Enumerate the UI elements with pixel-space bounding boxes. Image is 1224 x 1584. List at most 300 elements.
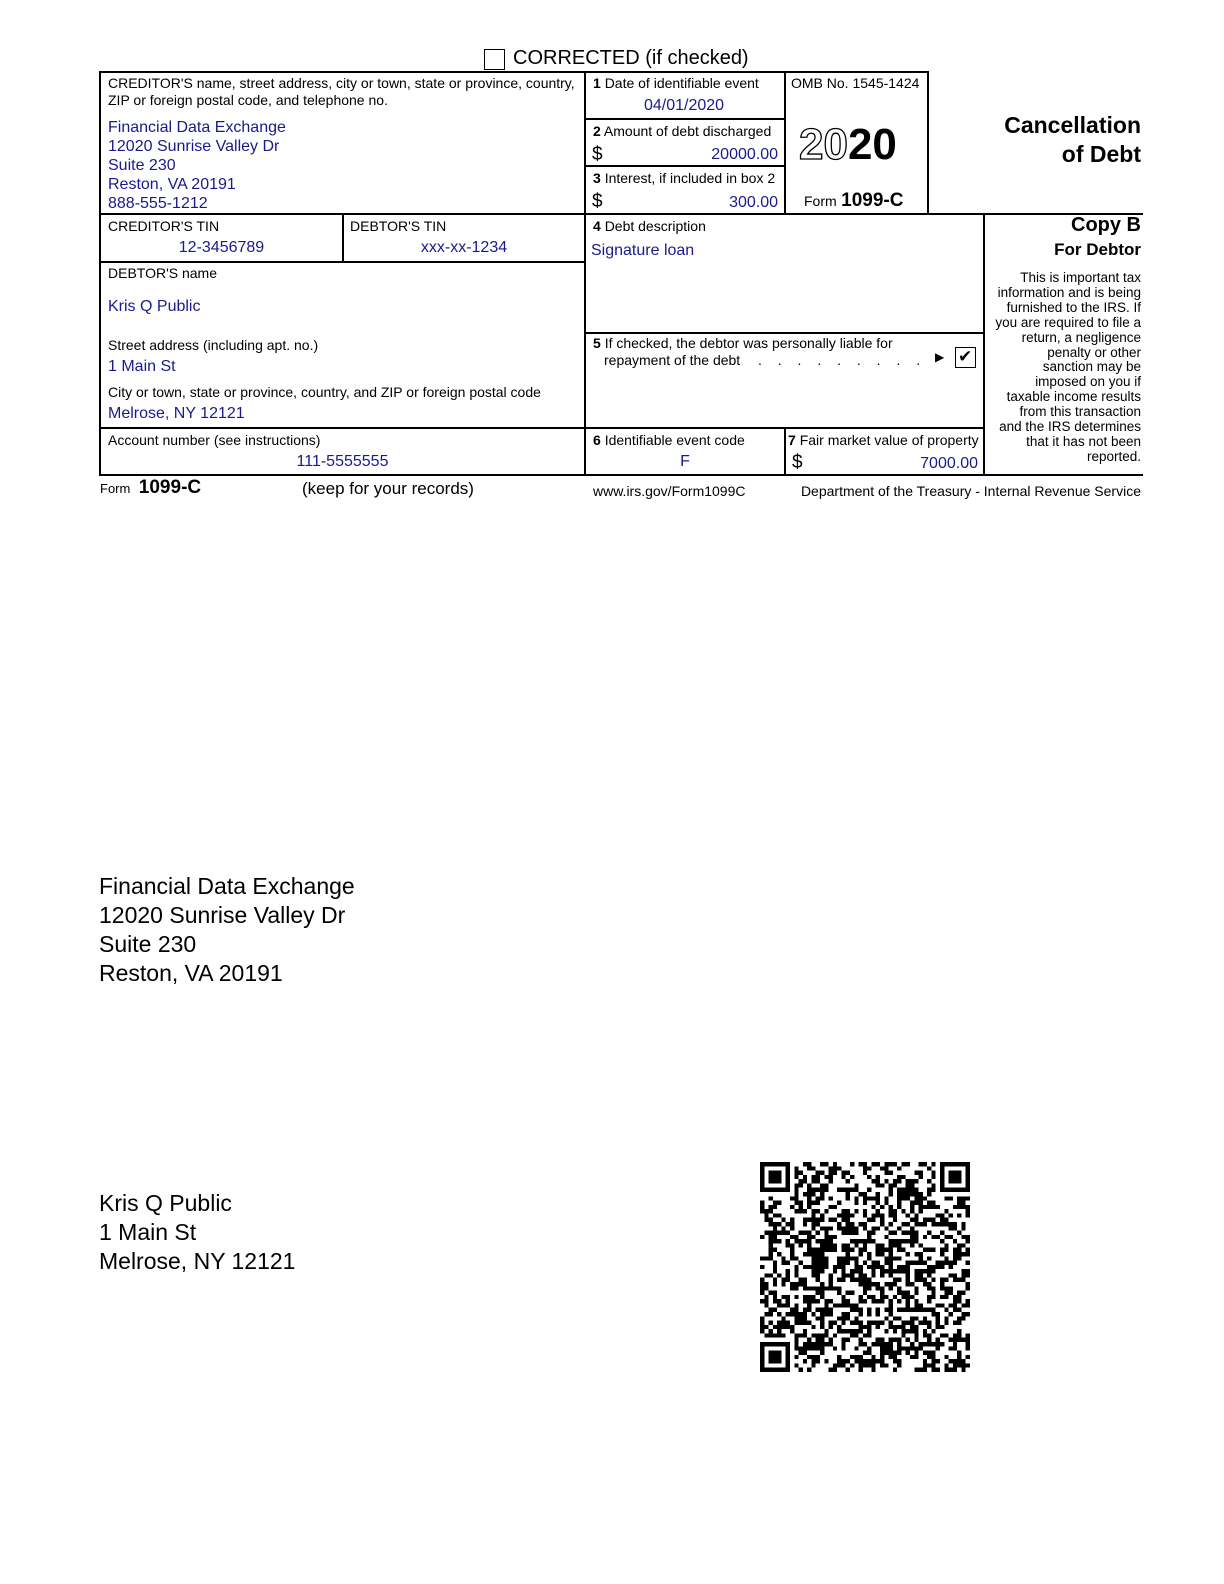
qr-module (816, 1338, 820, 1342)
qr-module (833, 1171, 837, 1175)
qr-module (820, 1308, 824, 1312)
qr-module (884, 1226, 888, 1230)
qr-module (953, 1226, 957, 1230)
box7-value: 7000.00 (920, 455, 978, 472)
qr-module (936, 1316, 940, 1320)
qr-module (931, 1183, 935, 1187)
qr-module (764, 1295, 768, 1299)
divider-584 (584, 71, 586, 475)
qr-module (876, 1192, 880, 1196)
qr-module (957, 1295, 961, 1299)
qr-module (786, 1222, 790, 1226)
recipient-address (99, 1189, 295, 1276)
box3-currency: $ (592, 191, 603, 212)
qr-module (923, 1329, 927, 1333)
qr-module (914, 1299, 918, 1303)
qr-module (936, 1346, 940, 1350)
qr-module (773, 1201, 777, 1205)
qr-module (953, 1333, 957, 1337)
qr-module (893, 1162, 897, 1166)
qr-module (829, 1299, 833, 1303)
qr-module (944, 1286, 948, 1290)
qr-module (764, 1286, 768, 1290)
qr-module (769, 1218, 773, 1222)
qr-module (829, 1368, 833, 1372)
qr-module (931, 1278, 935, 1282)
qr-module (923, 1342, 927, 1346)
qr-module (803, 1231, 807, 1235)
qr-module (773, 1278, 777, 1282)
qr-module (854, 1269, 858, 1273)
qr-module (829, 1342, 833, 1346)
qr-module (829, 1166, 833, 1170)
corrected-label: CORRECTED (if checked) (513, 47, 749, 69)
qr-module (829, 1273, 833, 1277)
qr-module (906, 1188, 910, 1192)
qr-module (811, 1346, 815, 1350)
qr-module (829, 1248, 833, 1252)
qr-module (863, 1248, 867, 1252)
qr-module (884, 1162, 888, 1166)
qr-module (914, 1338, 918, 1342)
qr-module (953, 1278, 957, 1282)
qr-module (760, 1325, 764, 1329)
qr-module (773, 1222, 777, 1226)
qr-module (949, 1196, 953, 1200)
qr-module (829, 1338, 833, 1342)
qr-module (841, 1218, 845, 1222)
qr-module (807, 1231, 811, 1235)
qr-module (820, 1192, 824, 1196)
qr-module (949, 1265, 953, 1269)
qr-module (957, 1205, 961, 1209)
qr-module (850, 1256, 854, 1260)
qr-module (854, 1196, 858, 1200)
qr-module (936, 1359, 940, 1363)
qr-module (777, 1252, 781, 1256)
footer-keep: (keep for your records) (302, 479, 474, 498)
qr-module (944, 1209, 948, 1213)
qr-module (931, 1248, 935, 1252)
qr-module (781, 1303, 785, 1307)
qr-module (940, 1252, 944, 1256)
qr-module (837, 1355, 841, 1359)
qr-module (931, 1355, 935, 1359)
qr-module (914, 1213, 918, 1217)
qr-module (807, 1286, 811, 1290)
qr-module (803, 1278, 807, 1282)
qr-module (863, 1162, 867, 1166)
qr-module (859, 1295, 863, 1299)
qr-module (901, 1329, 905, 1333)
qr-module (897, 1291, 901, 1295)
qr-module (764, 1209, 768, 1213)
qr-module (833, 1286, 837, 1290)
qr-module (927, 1248, 931, 1252)
qr-module (901, 1265, 905, 1269)
qr-module (966, 1261, 970, 1265)
qr-module (953, 1295, 957, 1299)
qr-module (884, 1308, 888, 1312)
qr-module (871, 1282, 875, 1286)
qr-module (816, 1231, 820, 1235)
qr-module (794, 1282, 798, 1286)
qr-module (931, 1188, 935, 1192)
qr-module (760, 1278, 764, 1282)
qr-module (816, 1333, 820, 1337)
qr-module (953, 1273, 957, 1277)
qr-module (897, 1243, 901, 1247)
qr-module (897, 1278, 901, 1282)
qr-module (816, 1179, 820, 1183)
qr-module (910, 1209, 914, 1213)
copy-notice-line: sanction may be (1042, 359, 1141, 375)
qr-module (923, 1222, 927, 1226)
qr-module (914, 1333, 918, 1337)
qr-module (957, 1243, 961, 1247)
qr-module (876, 1209, 880, 1213)
box7-number: 7 (788, 432, 796, 448)
qr-module (876, 1325, 880, 1329)
qr-module (863, 1342, 867, 1346)
box4-label-text: Debt description (604, 218, 706, 234)
qr-module (816, 1188, 820, 1192)
qr-module (876, 1265, 880, 1269)
qr-module (854, 1239, 858, 1243)
qr-module (820, 1196, 824, 1200)
qr-module (816, 1248, 820, 1252)
qr-module (829, 1278, 833, 1282)
qr-module (966, 1205, 970, 1209)
qr-module (799, 1239, 803, 1243)
qr-module (829, 1286, 833, 1290)
qr-module (859, 1252, 863, 1256)
qr-module (794, 1346, 798, 1350)
qr-module (854, 1256, 858, 1260)
qr-module (846, 1329, 850, 1333)
qr-module (790, 1222, 794, 1226)
qr-module (846, 1252, 850, 1256)
qr-module (803, 1252, 807, 1256)
qr-module (867, 1359, 871, 1363)
account-label: Account number (see instructions) (108, 432, 321, 448)
qr-module (764, 1312, 768, 1316)
qr-module (906, 1321, 910, 1325)
qr-module (811, 1359, 815, 1363)
qr-module (799, 1209, 803, 1213)
qr-module (957, 1351, 961, 1355)
copy-notice-line: and the IRS determines (999, 419, 1141, 435)
qr-module (919, 1308, 923, 1312)
qr-module (927, 1355, 931, 1359)
creditor-suite: Suite 230 (108, 157, 176, 174)
qr-module (901, 1346, 905, 1350)
qr-module (940, 1333, 944, 1337)
qr-module (816, 1308, 820, 1312)
qr-module (773, 1308, 777, 1312)
qr-module (876, 1321, 880, 1325)
qr-module (820, 1162, 824, 1166)
qr-module (936, 1265, 940, 1269)
creditor-label-line2: ZIP or foreign postal code, and telephone no. (108, 92, 388, 108)
corrected-checkbox[interactable] (484, 49, 505, 70)
qr-module (961, 1269, 965, 1273)
qr-module (846, 1213, 850, 1217)
qr-module (824, 1261, 828, 1265)
qr-module (889, 1346, 893, 1350)
qr-module (816, 1222, 820, 1226)
return-address-line: Reston, VA 20191 (99, 960, 283, 986)
qr-module (833, 1243, 837, 1247)
qr-module (914, 1291, 918, 1295)
qr-module (953, 1346, 957, 1350)
qr-module (880, 1363, 884, 1367)
qr-module (944, 1248, 948, 1252)
qr-module (811, 1209, 815, 1213)
qr-module (781, 1231, 785, 1235)
qr-module (884, 1166, 888, 1170)
qr-module (876, 1201, 880, 1205)
qr-module (769, 1209, 773, 1213)
qr-module (841, 1273, 845, 1277)
qr-module (794, 1273, 798, 1277)
qr-module (931, 1171, 935, 1175)
qr-module (790, 1329, 794, 1333)
qr-module (811, 1256, 815, 1260)
qr-module (949, 1359, 953, 1363)
qr-module (811, 1265, 815, 1269)
line-214 (99, 213, 1143, 215)
qr-module (919, 1269, 923, 1273)
qr-module (816, 1218, 820, 1222)
recipient-address-line: 1 Main St (99, 1219, 197, 1245)
qr-module (811, 1286, 815, 1290)
qr-module (949, 1368, 953, 1372)
qr-code (760, 1162, 970, 1372)
qr-module (760, 1286, 764, 1290)
qr-module (931, 1218, 935, 1222)
qr-module (961, 1312, 965, 1316)
qr-module (803, 1342, 807, 1346)
qr-module (794, 1188, 798, 1192)
qr-module (833, 1363, 837, 1367)
line-below-box2 (584, 165, 784, 167)
form-title-line1: Cancellation (1004, 112, 1141, 138)
qr-module (841, 1209, 845, 1213)
qr-module (953, 1363, 957, 1367)
qr-module (914, 1269, 918, 1273)
qr-module (897, 1316, 901, 1320)
qr-module (816, 1359, 820, 1363)
qr-module (824, 1248, 828, 1252)
box5-checkbox[interactable] (955, 347, 976, 368)
qr-module (953, 1248, 957, 1252)
qr-module (859, 1329, 863, 1333)
qr-module (889, 1209, 893, 1213)
qr-module (927, 1166, 931, 1170)
qr-module (803, 1329, 807, 1333)
qr-module (824, 1235, 828, 1239)
tax-year (799, 120, 897, 170)
qr-module (850, 1269, 854, 1273)
qr-module (901, 1308, 905, 1312)
qr-module (927, 1265, 931, 1269)
qr-module (777, 1299, 781, 1303)
qr-module (867, 1235, 871, 1239)
qr-module (940, 1342, 944, 1346)
qr-module (961, 1291, 965, 1295)
qr-module (944, 1321, 948, 1325)
qr-module (927, 1269, 931, 1273)
qr-module (867, 1278, 871, 1282)
qr-module (773, 1282, 777, 1286)
qr-module (811, 1299, 815, 1303)
qr-module (889, 1286, 893, 1290)
qr-module (966, 1333, 970, 1337)
qr-module (803, 1299, 807, 1303)
qr-module (897, 1308, 901, 1312)
qr-module (876, 1162, 880, 1166)
qr-module (893, 1218, 897, 1222)
box1-label (593, 75, 759, 91)
qr-module (837, 1188, 841, 1192)
qr-module (794, 1192, 798, 1196)
qr-module (820, 1261, 824, 1265)
qr-module (794, 1175, 798, 1179)
qr-module (901, 1222, 905, 1226)
qr-module (854, 1333, 858, 1337)
qr-module (931, 1295, 935, 1299)
qr-module (889, 1312, 893, 1316)
qr-module (820, 1213, 824, 1217)
qr-module (820, 1171, 824, 1175)
qr-module (923, 1218, 927, 1222)
qr-module (859, 1239, 863, 1243)
box5-leader-dots: . . . . . . . . . (758, 352, 927, 368)
qr-module (824, 1183, 828, 1187)
qr-module (850, 1248, 854, 1252)
qr-module (893, 1368, 897, 1372)
qr-module (923, 1269, 927, 1273)
qr-module (863, 1299, 867, 1303)
qr-module (824, 1359, 828, 1363)
qr-finder-center (769, 1351, 782, 1364)
qr-module (824, 1175, 828, 1179)
qr-module (854, 1243, 858, 1247)
qr-module (794, 1308, 798, 1312)
qr-module (833, 1368, 837, 1372)
qr-module (906, 1265, 910, 1269)
tax-year-outline: 20 (799, 120, 848, 169)
box7-label-text: Fair market value of property (799, 432, 979, 448)
qr-module (829, 1308, 833, 1312)
box3-label-text: Interest, if included in box 2 (604, 170, 776, 186)
qr-module (876, 1286, 880, 1290)
qr-module (876, 1252, 880, 1256)
qr-module (854, 1329, 858, 1333)
qr-module (769, 1321, 773, 1325)
qr-module (957, 1329, 961, 1333)
qr-module (859, 1338, 863, 1342)
qr-module (829, 1282, 833, 1286)
qr-module (764, 1218, 768, 1222)
qr-module (846, 1248, 850, 1252)
qr-module (841, 1363, 845, 1367)
qr-module (803, 1222, 807, 1226)
qr-module (863, 1278, 867, 1282)
qr-module (837, 1265, 841, 1269)
qr-module (936, 1342, 940, 1346)
qr-module (786, 1273, 790, 1277)
qr-module (914, 1351, 918, 1355)
qr-module (790, 1282, 794, 1286)
qr-module (794, 1183, 798, 1187)
qr-module (811, 1175, 815, 1179)
qr-module (824, 1303, 828, 1307)
qr-module (944, 1235, 948, 1239)
qr-module (794, 1235, 798, 1239)
qr-module (816, 1201, 820, 1205)
box3-number: 3 (593, 170, 601, 186)
copy-notice-line: return, a negligence (1021, 329, 1141, 345)
qr-module (919, 1201, 923, 1205)
qr-module (906, 1269, 910, 1273)
qr-module (829, 1218, 833, 1222)
qr-module (781, 1295, 785, 1299)
qr-module (906, 1162, 910, 1166)
qr-module (816, 1256, 820, 1260)
qr-module (897, 1166, 901, 1170)
qr-module (769, 1222, 773, 1226)
qr-module (910, 1325, 914, 1329)
qr-module (880, 1218, 884, 1222)
qr-module (781, 1278, 785, 1282)
copy-notice-line: This is important tax (1020, 270, 1141, 285)
qr-module (769, 1252, 773, 1256)
qr-module (824, 1226, 828, 1230)
qr-module (824, 1162, 828, 1166)
qr-module (880, 1213, 884, 1217)
qr-module (850, 1355, 854, 1359)
qr-module (944, 1256, 948, 1260)
qr-module (803, 1308, 807, 1312)
qr-module (820, 1256, 824, 1260)
qr-module (850, 1188, 854, 1192)
qr-module (889, 1252, 893, 1256)
qr-module (957, 1201, 961, 1205)
qr-module (949, 1338, 953, 1342)
qr-module (824, 1308, 828, 1312)
qr-module (863, 1192, 867, 1196)
qr-module (786, 1321, 790, 1325)
box2-label (593, 123, 771, 139)
qr-module (880, 1295, 884, 1299)
qr-module (811, 1226, 815, 1230)
qr-module (841, 1175, 845, 1179)
qr-module (807, 1162, 811, 1166)
qr-module (820, 1183, 824, 1187)
qr-module (910, 1355, 914, 1359)
qr-module (837, 1278, 841, 1282)
qr-module (769, 1196, 773, 1200)
qr-module (846, 1312, 850, 1316)
qr-module (816, 1209, 820, 1213)
qr-module (799, 1333, 803, 1337)
qr-module (799, 1243, 803, 1247)
qr-module (769, 1308, 773, 1312)
qr-module (837, 1256, 841, 1260)
qr-module (863, 1222, 867, 1226)
